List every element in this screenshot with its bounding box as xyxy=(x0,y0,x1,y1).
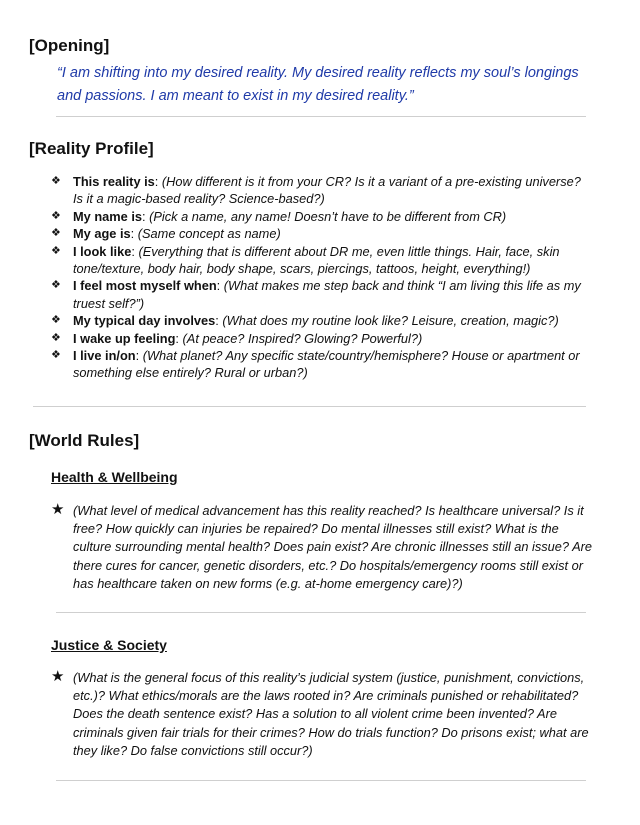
profile-item-feel: ❖ I feel most myself when: (What makes me step back and think “I am living this life as my truest self?”) xyxy=(51,278,581,311)
star-bullet-icon: ★ xyxy=(51,668,65,685)
justice-questions-text: (What is the general focus of this reality’s judicial system (justice, punishment, convictions, etc.)? What ethics/morals are the laws rooted in? Are criminals punished or rehabilitated? Does the death sentence exist? Has a solution to all violent crime been invented? Are criminals given fair trials for their crimes? How do trials function? Do prisons exist; what are they like? Do false convictions still occur?) xyxy=(73,670,589,758)
divider-justice xyxy=(56,780,586,781)
diamond-bullet-icon: ❖ xyxy=(51,314,61,327)
section-title-health: Health & Wellbeing xyxy=(51,469,178,485)
divider-profile xyxy=(33,406,586,407)
opening-heading: [Opening] xyxy=(29,36,110,55)
diamond-bullet-icon: ❖ xyxy=(51,175,61,187)
profile-item-name: ❖ My name is: (Pick a name, any name! Doesn’t have to be different from CR) xyxy=(51,208,507,224)
profile-item-age: ❖ My age is: (Same concept as name) xyxy=(51,226,281,242)
diamond-bullet-icon: ❖ xyxy=(51,349,61,362)
section-title-justice: Justice & Society xyxy=(51,637,167,653)
divider-health xyxy=(56,612,586,613)
profile-item-day: ❖ My typical day involves: (What does my routine look like? Leisure, creation, magic?) xyxy=(51,313,559,329)
opening-quote: “I am shifting into my desired reality. My desired reality reflects my soul’s longings and passions. I am meant to exist in my desired reality.” xyxy=(57,65,579,104)
world-rules-heading: [World Rules] xyxy=(29,431,140,450)
profile-item-this-reality: ❖ This reality is: (How different is it from your CR? Is it a variant of a pre-existing universe? Is it a magic-based reality? Science-based?) xyxy=(51,174,581,207)
profile-item-live: ❖ I live in/on: (What planet? Any specific state/country/hemisphere? House or apartment or something else entirely? Rural or urban?) xyxy=(51,348,580,381)
diamond-bullet-icon: ❖ xyxy=(51,331,61,344)
health-questions-text: (What level of medical advancement has this reality reached? Is healthcare universal? Is it free? How quickly can injuries be repaired? Do mental illnesses still exist? What is the culture surrounding mental health? Does pain exist? Are chronic illnesses still an issue? Are there cures for cancer, genetic disorders, etc.? Do hospitals/emergency rooms still exist or has healthcare taken on new forms (e.g. at-home emergency care)?) xyxy=(73,503,593,591)
profile-item-look: ❖ I look like: (Everything that is different about DR me, even little things. Hair, face, skin tone/texture, body hair, body shape, scars, piercings, tattoos, height, everything!) xyxy=(51,243,560,277)
diamond-bullet-icon: ❖ xyxy=(51,244,61,257)
diamond-bullet-icon: ❖ xyxy=(51,209,61,222)
diamond-bullet-icon: ❖ xyxy=(51,227,61,240)
star-bullet-icon: ★ xyxy=(51,501,65,518)
profile-item-wake: ❖ I wake up feeling: (At peace? Inspired? Glowing? Powerful?) xyxy=(51,330,423,346)
diamond-bullet-icon: ❖ xyxy=(51,279,61,292)
reality-profile-heading: [Reality Profile] xyxy=(29,139,154,158)
health-questions xyxy=(51,502,596,593)
reality-profile-list xyxy=(51,173,591,382)
divider-opening xyxy=(56,116,586,117)
justice-questions xyxy=(51,669,596,760)
